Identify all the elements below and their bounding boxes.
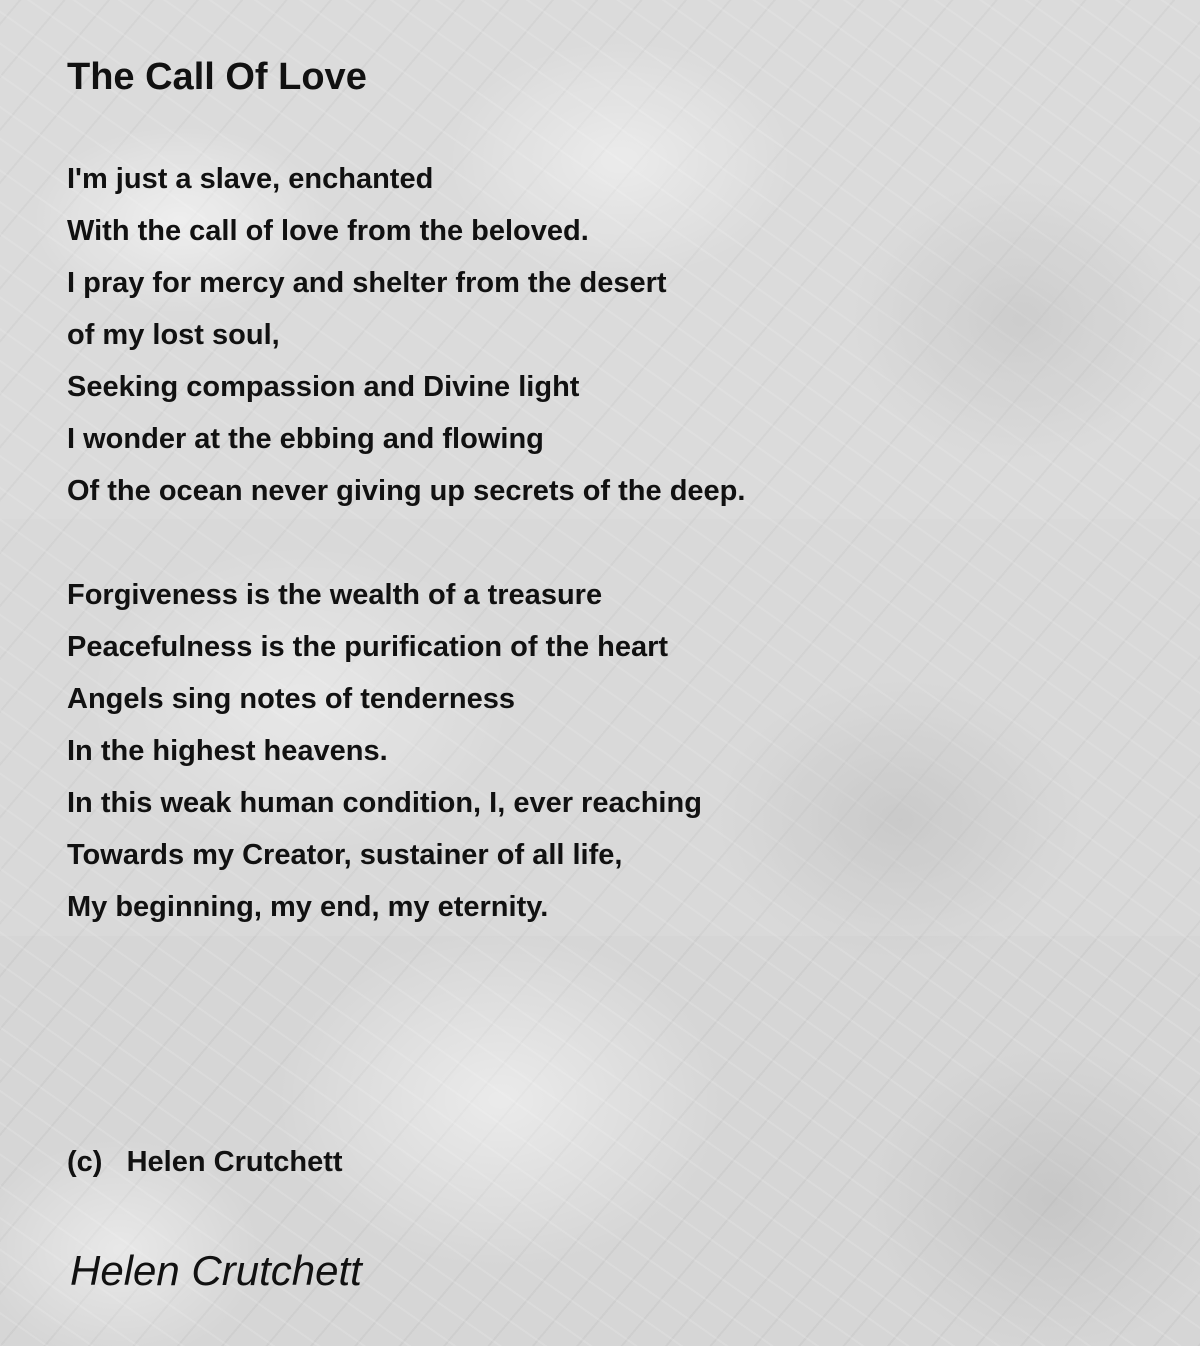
copyright-notice: (c) Helen Crutchett [67,1146,343,1178]
poem-line: Forgiveness is the wealth of a treasure [67,579,603,611]
poem-line: Peacefulness is the purification of the heart [67,631,669,663]
poem-line: Of the ocean never giving up secrets of the deep. [67,475,746,507]
poem-line: In the highest heavens. [67,735,388,767]
poem-line: I wonder at the ebbing and flowing [67,423,544,455]
stanza-2 [67,569,702,933]
poem-title: The Call Of Love [67,56,367,98]
author-signature: Helen Crutchett [70,1247,362,1294]
poem-line: of my lost soul, [67,319,280,351]
stanza-1 [67,153,745,517]
poem-line: Angels sing notes of tenderness [67,683,515,715]
poem-line: With the call of love from the beloved. [67,215,589,247]
poem-line: My beginning, my end, my eternity. [67,891,549,923]
poem-line: I pray for mercy and shelter from the desert [67,267,667,299]
poem-line: I'm just a slave, enchanted [67,163,434,195]
poem-line: Towards my Creator, sustainer of all life, [67,839,623,871]
poem-line: In this weak human condition, I, ever reaching [67,787,702,819]
poem-line: Seeking compassion and Divine light [67,371,580,403]
